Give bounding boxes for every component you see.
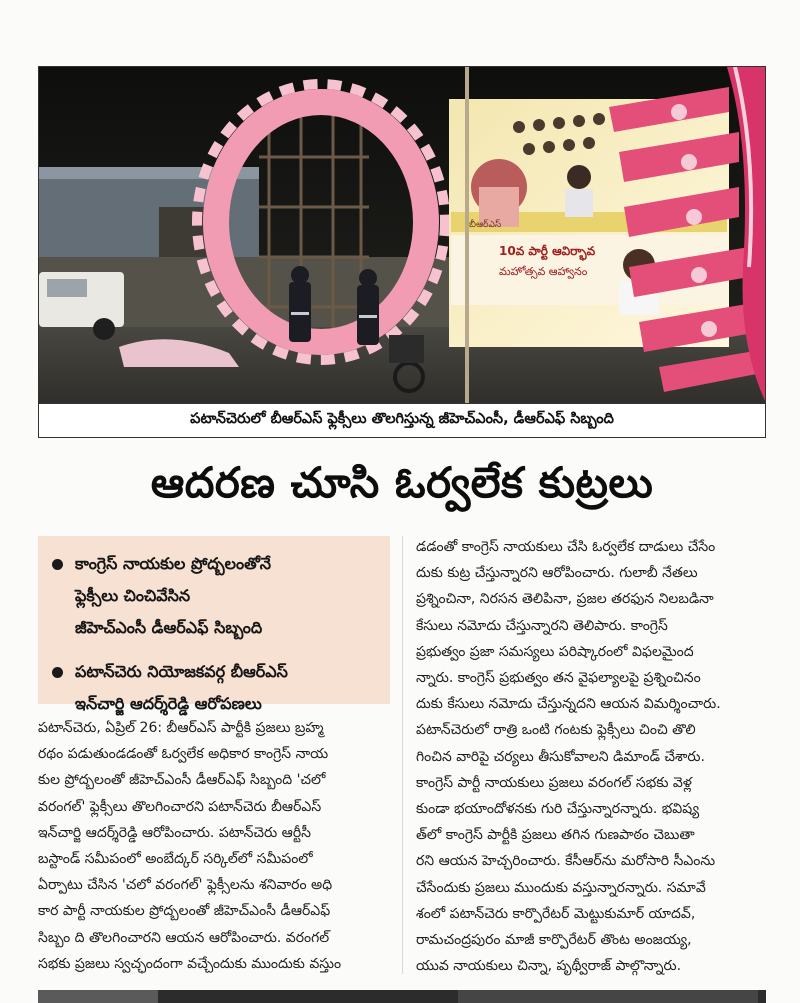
- svg-text:మహోత్సవ ఆహ్వానం: మహోత్సవ ఆహ్వానం: [499, 265, 588, 278]
- headline: ఆదరణ చూసి ఓర్వలేక కుట్రలు: [150, 458, 654, 507]
- bullet-icon: [52, 559, 63, 570]
- article-line: రామచంద్రపురం మాజీ కార్పొరేటర్ తొంట అంజయ్య,: [416, 932, 692, 949]
- column-divider: [402, 536, 403, 974]
- article-line: వరంగల్' ఫ్లెక్సీలు తొలగించారని పటాన్‌చెరు బీఆర్ఎస్: [38, 798, 322, 815]
- highlights-box: [38, 536, 390, 713]
- article-line: కాంగ్రెస్ పార్టీ నాయకులు ప్రజలు వరంగల్ సభకు వెళ్ల: [416, 774, 692, 791]
- news-photo-icon: [39, 67, 766, 404]
- article-line: ఏర్పాటు చేసిన 'చలో వరంగల్' ఫ్లెక్సీలను శనివారం అధి: [38, 877, 333, 894]
- article-line: కుండా భయాందోళనకు గురి చేస్తున్నారన్నారు. భవిష్య: [416, 801, 700, 818]
- svg-text:బీఆర్ఎస్: బీఆర్ఎస్: [469, 220, 502, 230]
- next-photo-strip: [38, 990, 766, 1003]
- highlight-item: [52, 656, 378, 720]
- article-line: ప్రశ్నించినా, నిరసన తెలిపినా, ప్రజల తరఫున నిలబడినా: [416, 591, 714, 608]
- article-line: కుల ప్రోద్బలంతో జీహెచ్ఎంసీ డీఆర్ఎఫ్ సిబ్బంది 'చలో: [38, 772, 326, 789]
- article-column-left: [38, 715, 390, 977]
- article-line: సిబ్బం ది తొలగించారని ఆయన ఆరోపించారు. వరంగల్: [38, 929, 330, 946]
- article-line: దుకు కుట్ర చేస్తున్నారని ఆరోపించారు. గులాబీ నేతలు: [416, 565, 698, 582]
- article-line: ప్రభుత్వం ప్రజా సమస్యలు పరిష్కారంలో విఫలమైంద: [416, 643, 694, 660]
- article-line: పటాన్‌చెరులో రాత్రి ఒంటి గంటకు ఫ్లెక్సీలు చించి తొలి: [416, 722, 696, 739]
- article-line: గించిన వారిపై చర్యలు తీసుకోవాలని డిమాండ్ చేశారు.: [416, 748, 705, 765]
- article-line: కేసులు నమోదు చేస్తున్నారని తెలిపారు. కాంగ్రెస్: [416, 617, 668, 634]
- highlight-line: కాంగ్రెస్ నాయకుల ప్రోద్బలంతోనే: [75, 554, 271, 573]
- article-line: శంలో పటాన్‌చెరు కార్పొరేటర్ మెట్టుకుమార్ యాదవ్,: [416, 905, 696, 922]
- highlight-line: ఇన్‌చార్జి ఆదర్శ్‌రెడ్డి ఆరోపణలు: [75, 694, 262, 713]
- highlight-line: ఫ్లెక్సీలు చించివేసిన: [75, 586, 191, 605]
- article-column-right: [416, 534, 766, 979]
- article-line: న్నారు. కాంగ్రెస్ ప్రభుత్వం తన వైఫల్యాలపై ప్రశ్నించినం: [416, 670, 701, 687]
- article-line: దుకు కేసులు నమోదు చేస్తున్నదని ఆయన విమర్శించారు.: [416, 696, 721, 713]
- article-line: కార పార్టీ నాయకుల ప్రోద్బలంతో జీహెచ్ఎంసీ డీఆర్ఎఫ్: [38, 903, 331, 920]
- article-line: సభకు ప్రజలు స్వచ్ఛందంగా వచ్చేందుకు ముందుకు వస్తుం: [38, 955, 342, 972]
- highlight-line: పటాన్‌చెరు నియోజకవర్గ బీఆర్ఎస్: [75, 662, 288, 681]
- bullet-icon: [52, 667, 63, 678]
- article-line: బస్టాండ్ సమీపంలో అంబేద్కర్ సర్కిల్‌లో సమీపంలో: [38, 851, 313, 868]
- highlight-item: [52, 548, 378, 644]
- article-line: రని ఆయన హెచ్చరించారు. కేసీఆర్‌ను మరోసారి సీఎంను: [416, 853, 716, 870]
- article-line: చేసేందుకు ప్రజలు ముందుకు వస్తున్నారన్నారు. సమావే: [416, 879, 706, 896]
- article-line: త్‌లో కాంగ్రెస్ పార్టీకి ప్రజలు తగిన గుణపాఠం చెబుతా: [416, 827, 695, 844]
- article-line: డడంతో కాంగ్రెస్ నాయకులు చేసి ఓర్వలేక దాడులు చేసేం: [416, 539, 716, 555]
- article-line: రథం పడుతుండడంతో ఓర్వలేక అధికార కాంగ్రెస్ నాయ: [38, 746, 329, 763]
- article-line: యువ నాయకులు చిన్నా, పృథ్వీరాజ్ పాల్గొన్నారు.: [416, 958, 682, 975]
- photo-caption: పటాన్‌చెరులో బీఆర్ఎస్ ఫ్లెక్సీలు తొలగిస్తున్న జీహెచ్ఎంసీ, డీఆర్ఎఫ్ సిబ్బంది: [38, 404, 766, 438]
- article-line: పటాన్‌చెరు, ఏప్రిల్ 26: బీఆర్ఎస్ పార్టీకి ప్రజలు బ్రహ్మ: [38, 720, 324, 736]
- highlight-line: జీహెచ్ఎంసీ డీఆర్ఎఫ్ సిబ్బంది: [75, 618, 263, 637]
- article-line: ఇన్‌చార్జి ఆదర్శ్‌రెడ్డి ఆరోపించారు. పటాన్‌చెరు ఆర్టీసీ: [38, 824, 311, 841]
- svg-text:10వ పార్టీ ఆవిర్భావ: 10వ పార్టీ ఆవిర్భావ: [499, 244, 596, 258]
- news-photo: [38, 66, 766, 404]
